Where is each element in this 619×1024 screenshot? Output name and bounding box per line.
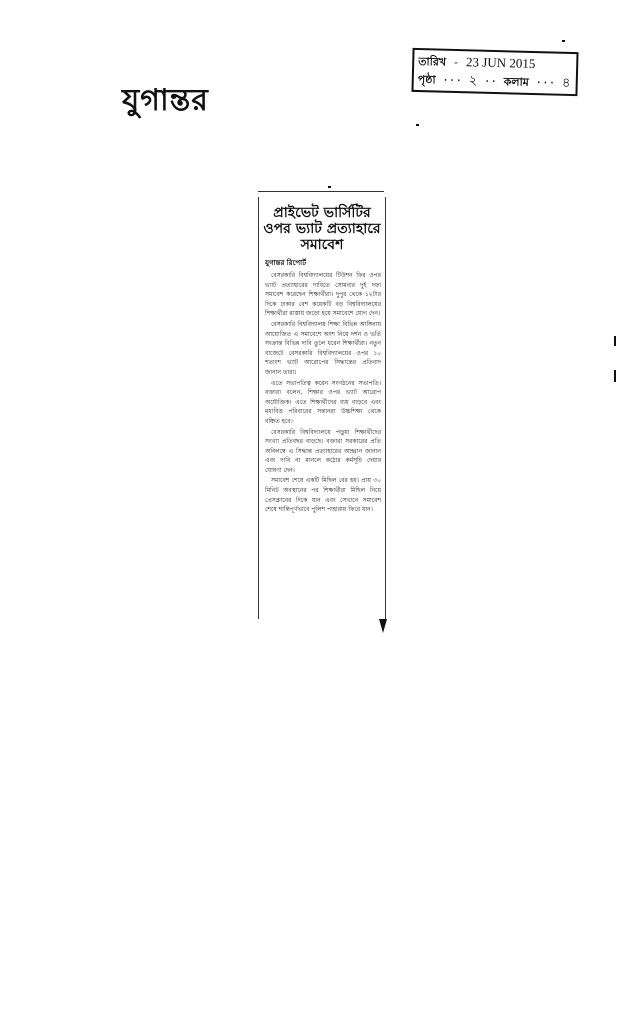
article-paragraph: বেসরকারি বিশ্ববিদ্যালয়ে পড়ুয়া শিক্ষার্থীদের সংখ্যা প্রতিবছর বাড়ছে। বক্তারা সরকারের প্রতি অবিলম্বে এ সিদ্ধান্ত প্রত্যাহারের আহ্বান জানান এবং দাবি না মানলে কঠোর কর্মসূচি দেয়ার ঘোষণা দেন। (265, 428, 381, 474)
clipping-torn-corner (379, 619, 387, 633)
scan-margin-mark (614, 336, 616, 346)
scan-margin-mark (614, 370, 616, 382)
article-paragraph: সমাবেশ শেষে একটি মিছিল বের হয়। প্রায় ৩০ মিনিট অবস্থানের পর শিক্ষার্থীরা মিছিল নিয়ে প্রেসক্লাবের দিকে যান এবং সেখানে সমাবেশ শেষে শান্তিপূর্ণভাবে পুলিশ পাহারায় ফিরে যান। (265, 477, 381, 514)
scan-speck (328, 186, 331, 188)
stamp-page-row: পৃষ্ঠা ··· ২ ·· কলাম ··· ৪ (417, 72, 571, 90)
stamp-page-value: ২ (468, 72, 478, 88)
article-body (265, 271, 381, 515)
news-clipping (258, 197, 386, 619)
headline-line-2: ওপর ভ্যাট প্রত্যাহারে (263, 221, 381, 237)
article-headline (263, 205, 381, 253)
stamp-date-value: 23 JUN 2015 (465, 54, 536, 72)
stamp-column-key: কলাম (503, 75, 530, 89)
stamp-date-row: তারিখ - 23 JUN 2015 (418, 54, 536, 72)
article-byline: যুগান্তর রিপোর্ট (265, 259, 307, 267)
headline-line-3: সমাবেশ (300, 237, 344, 253)
article-paragraph: বেসরকারি বিশ্ববিদ্যালয় শিক্ষা বিভিন্ন আঙ্গিনায় আয়োজিত এ সমাবেশে অংশ নিয়ে দর্শন ও ভর্তি সংক্রান্ত বিভিন্ন দাবি তুলে ধরেন শিক্ষার্থীরা। নতুন বাজেটে বেসরকারি বিশ্ববিদ্যালয়ের ওপর ১০ শতাংশ ভ্যাট আরোপের সিদ্ধান্তের প্রতিবাদ জানান তারা। (265, 320, 381, 376)
article-paragraph: বেসরকারি বিশ্ববিদ্যালয়ের টিউশন ফির ওপর ভ্যাট প্রত্যাহারের দাবিতে সোমবার দুই দফা সমাবেশ করেছেন শিক্ষার্থীরা। দুপুর থেকে ১২টার দিকে ঢাকার বেশ কয়েকটি বড় বিশ্ববিদ্যালয়ের শিক্ষার্থীরা রাস্তায় জড়ো হয়ে সমাবেশে যোগ দেন। (265, 272, 381, 318)
date-stamp (411, 48, 578, 96)
stamp-page-key: পৃষ্ঠা (417, 72, 436, 87)
newspaper-masthead: যুগান্তর (122, 83, 209, 118)
headline-line-1: প্রাইভেট ভার্সিটির (273, 205, 371, 221)
scan-speck (416, 124, 419, 126)
stamp-date-key: তারিখ (418, 54, 447, 69)
article-paragraph: এতে সভাপতিত্ব করেন সংগঠনের সভাপতি। বক্তারা বলেন, শিক্ষার ওপর ভ্যাট আরোপ অযৌক্তিক। এতে শিক্ষার্থীদের ব্যয় বাড়বে এবং মধ্যবিত্ত পরিবারের সন্তানরা উচ্চশিক্ষা থেকে বঞ্চিত হবে। (265, 379, 381, 425)
scan-speck (562, 40, 565, 42)
stamp-column-value: ৪ (561, 74, 571, 90)
